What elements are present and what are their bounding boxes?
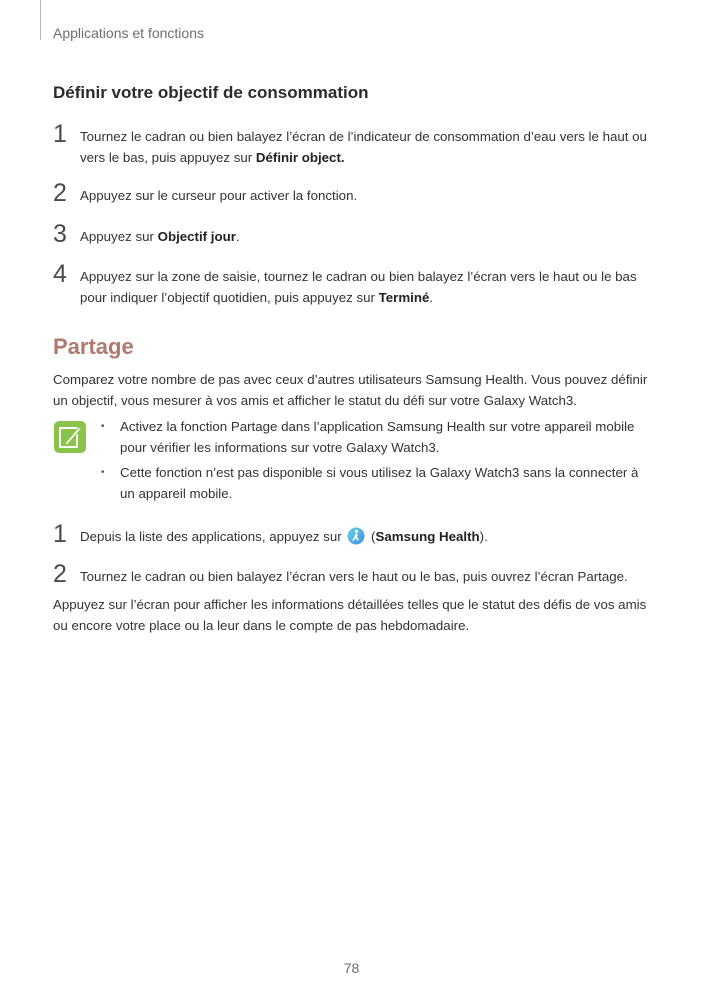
share-step-1: [53, 520, 653, 548]
goal-step-1: [53, 120, 653, 168]
step-text: Depuis la liste des applications, appuyez sur (Samsung Health).: [80, 529, 488, 544]
goal-step-2: [53, 179, 653, 207]
note-item: • Cette fonction n’est pas disponible si vous utilisez la Galaxy Watch3 sans la connecter à un appareil mobile.: [101, 462, 651, 504]
section-title-partage: Partage: [53, 334, 134, 359]
note-item: • Activez la fonction Partage dans l’application Samsung Health sur votre appareil mobile pour vérifier les informations sur votre Galaxy Watch3.: [101, 416, 651, 458]
goal-step-3: [53, 220, 653, 248]
share-outro: Appuyez sur l’écran pour afficher les informations détaillées telles que le statut des défis de vos amis ou encore votre place ou la leur dans le compte de pas hebdomadaire.: [53, 597, 647, 633]
step-number: 2: [53, 179, 67, 207]
step-number: 3: [53, 220, 67, 248]
step-text: Appuyez sur le curseur pour activer la fonction.: [80, 188, 358, 203]
page-number: 78: [343, 960, 360, 976]
step-number: 1: [53, 520, 67, 548]
share-step-2: [53, 560, 653, 588]
step-number: 2: [53, 560, 67, 588]
step-text: Appuyez sur Objectif jour.: [80, 229, 240, 244]
goal-step-4: [53, 260, 653, 308]
note-pencil-icon: [53, 420, 87, 454]
samsung-health-icon: [347, 527, 365, 545]
goal-subtitle: Définir votre objectif de consommation: [53, 83, 369, 102]
note-list: [101, 416, 651, 508]
step-text: Tournez le cadran ou bien balayez l’écran de l’indicateur de consommation d’eau vers le haut ou vers le bas, puis appuyez sur Définir object.: [80, 129, 647, 165]
step-number: 1: [53, 120, 67, 148]
step-text: Tournez le cadran ou bien balayez l’écran vers le haut ou le bas, puis ouvrez l’écran Partage.: [80, 569, 628, 584]
share-intro: Comparez votre nombre de pas avec ceux d’autres utilisateurs Samsung Health. Vous pouvez définir un objectif, vous mesurer à vos amis et afficher le statut du défi sur votre Galaxy Watch3.: [53, 372, 648, 408]
header-rule: [40, 0, 41, 40]
running-header: Applications et fonctions: [53, 25, 204, 41]
step-number: 4: [53, 260, 67, 288]
step-text: Appuyez sur la zone de saisie, tournez le cadran ou bien balayez l’écran vers le haut ou le bas pour indiquer l’objectif quotidien, puis appuyez sur Terminé.: [80, 269, 637, 305]
note-box: [53, 416, 653, 506]
